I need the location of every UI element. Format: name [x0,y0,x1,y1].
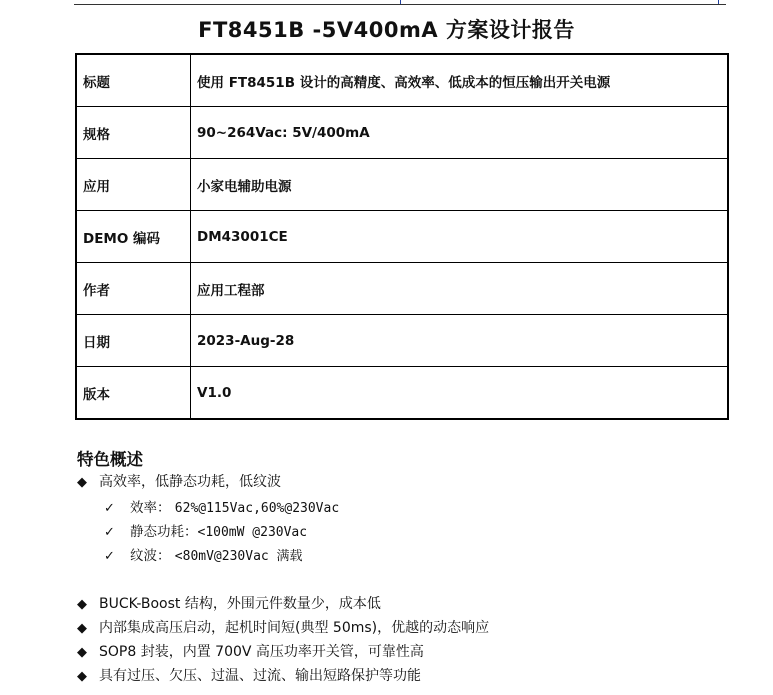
header-rule [74,4,726,5]
table-row [76,367,728,420]
table-row [76,54,728,107]
table-row [76,263,728,315]
row-value-application: 小家电辅助电源 [191,159,729,211]
diamond-bullet-icon: ◆ [77,645,87,660]
sub-item [104,544,303,564]
table-row [76,159,728,211]
table-row [76,107,728,159]
row-value-version: V1.0 [191,367,729,420]
row-label-author: 作者 [76,263,191,315]
row-value-demo-code: DM43001CE [191,211,729,263]
check-icon: ✓ [104,501,115,516]
sub-item-label: 效率： [130,500,171,516]
sub-item-label: 静态功耗： [130,524,198,540]
sub-item [104,496,339,516]
header-mark [400,0,407,4]
feature-text: 高效率，低静态功耗，低纹波 [99,474,281,490]
row-label-date: 日期 [76,315,191,367]
row-value-author: 应用工程部 [191,263,729,315]
page-title: FT8451B -5V400mA 方案设计报告 [198,18,575,42]
diamond-bullet-icon: ◆ [77,669,87,684]
diamond-bullet-icon: ◆ [77,621,87,636]
feature-item [77,665,421,685]
check-icon: ✓ [104,525,115,540]
feature-text: BUCK-Boost 结构，外围元件数量少，成本低 [99,596,381,612]
sub-item-label: 纹波： [130,548,171,564]
features-heading: 特色概述 [77,450,143,469]
diamond-bullet-icon: ◆ [77,597,87,612]
header-mark [718,0,725,4]
feature-item [77,641,424,661]
feature-text: SOP8 封装，内置 700V 高压功率开关管，可靠性高 [99,644,424,660]
feature-item [77,471,281,491]
row-label-demo-code: DEMO 编码 [76,211,191,263]
row-value-spec: 90~264Vac: 5V/400mA [191,107,729,159]
table-row [76,315,728,367]
feature-text: 具有过压、欠压、过温、过流、输出短路保护等功能 [99,668,421,684]
sub-item [104,520,307,540]
row-label-application: 应用 [76,159,191,211]
row-label-version: 版本 [76,367,191,420]
row-value-date: 2023-Aug-28 [191,315,729,367]
sub-item-value: 62%@115Vac,60%@230Vac [174,501,340,516]
feature-text: 内部集成高压启动，起机时间短(典型 50ms)，优越的动态响应 [99,620,490,636]
check-icon: ✓ [104,549,115,564]
row-label-title: 标题 [76,54,191,107]
feature-item [77,617,489,637]
row-value-title: 使用 FT8451B 设计的高精度、高效率、低成本的恒压输出开关电源 [191,54,729,107]
table-row [76,211,728,263]
row-label-spec: 规格 [76,107,191,159]
diamond-bullet-icon: ◆ [77,475,87,490]
sub-item-value: <100mW @230Vac [197,525,308,540]
feature-item [77,593,381,613]
sub-item-value: <80mV@230Vac 满载 [174,549,303,564]
spec-table [75,53,729,420]
